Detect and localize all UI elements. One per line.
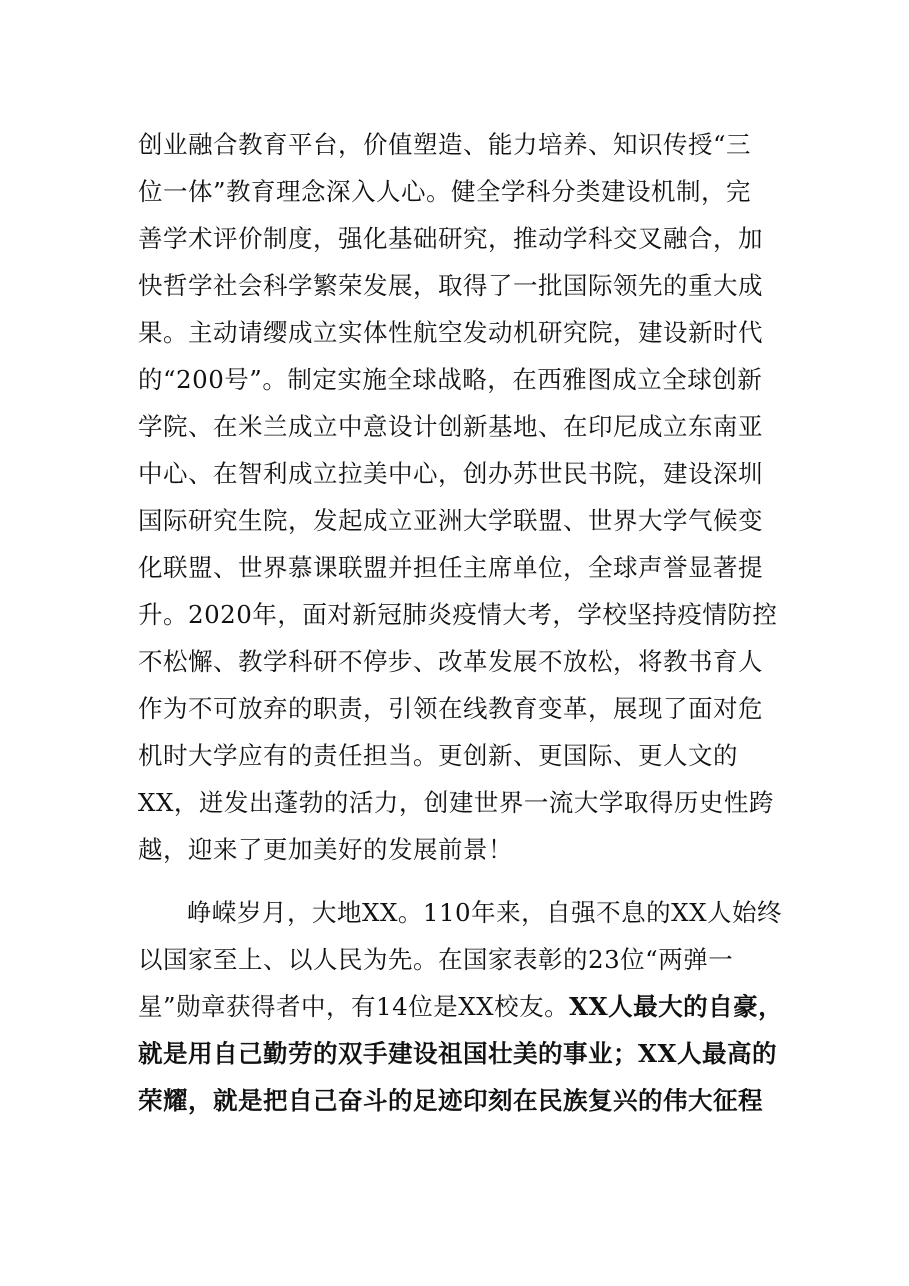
paragraph-2-line-2: 以国家至上、以人民为先。在国家表彰的23位“两弹一 xyxy=(138,945,734,974)
paragraph-2-line-5: 荣耀，就是把自己奋斗的足迹印刻在民族复兴的伟大征程 xyxy=(138,1086,763,1115)
paragraph-1-line-2: 位一体”教育理念深入人心。健全学科分类建设机制，完 xyxy=(138,177,752,206)
paragraph-1-line-1: 创业融合教育平台，价值塑造、能力培养、知识传授“三 xyxy=(138,130,752,159)
paragraph-1-line-4: 快哲学社会科学繁荣发展，取得了一批国际领先的重大成 xyxy=(138,271,763,300)
paragraph-1-line-7: 学院、在米兰成立中意设计创新基地、在印尼成立东南亚 xyxy=(138,412,763,441)
paragraph-1-line-13: 作为不可放弃的职责，引领在线教育变革，展现了面对危 xyxy=(138,694,763,723)
paragraph-1-line-14: 机时大学应有的责任担当。更创新、更国际、更人文的 xyxy=(138,741,738,770)
paragraph-1-line-9: 国际研究生院，发起成立亚洲大学联盟、世界大学气候变 xyxy=(138,506,763,535)
paragraph-2-line-3-regular: 星”勋章获得者中，有14位是XX校友。 xyxy=(138,992,570,1021)
paragraph-1-line-11: 升。2020年，面对新冠肺炎疫情大考，学校坚持疫情防控 xyxy=(138,600,778,629)
paragraph-2-line-1: 峥嵘岁月，大地XX。110年来，自强不息的XX人始终 xyxy=(187,898,783,927)
paragraph-1-line-3: 善学术评价制度，强化基础研究，推动学科交叉融合，加 xyxy=(138,224,763,253)
paragraph-1-line-16: 越，迎来了更加美好的发展前景！ xyxy=(138,835,513,864)
paragraph-1-line-10: 化联盟、世界慕课联盟并担任主席单位，全球声誉显著提 xyxy=(138,553,763,582)
paragraph-2-line-4: 就是用自己勤劳的双手建设祖国壮美的事业；XX人最高的 xyxy=(138,1039,778,1068)
paragraph-1-line-5: 果。主动请缨成立实体性航空发动机研究院，建设新时代 xyxy=(138,318,763,347)
paragraph-2-line-3 xyxy=(138,992,783,1022)
paragraph-1-line-15: XX，迸发出蓬勃的活力，创建世界一流大学取得历史性跨 xyxy=(138,788,774,817)
paragraph-1-line-8: 中心、在智利成立拉美中心，创办苏世民书院，建设深圳 xyxy=(138,459,763,488)
paragraph-2-line-3-bold: XX人最大的自豪， xyxy=(569,992,784,1021)
paragraph-1-line-6: 的“200号”。制定实施全球战略，在西雅图成立全球创新 xyxy=(138,365,763,394)
paragraph-1-line-12: 不松懈、教学科研不停步、改革发展不放松，将教书育人 xyxy=(138,647,763,676)
